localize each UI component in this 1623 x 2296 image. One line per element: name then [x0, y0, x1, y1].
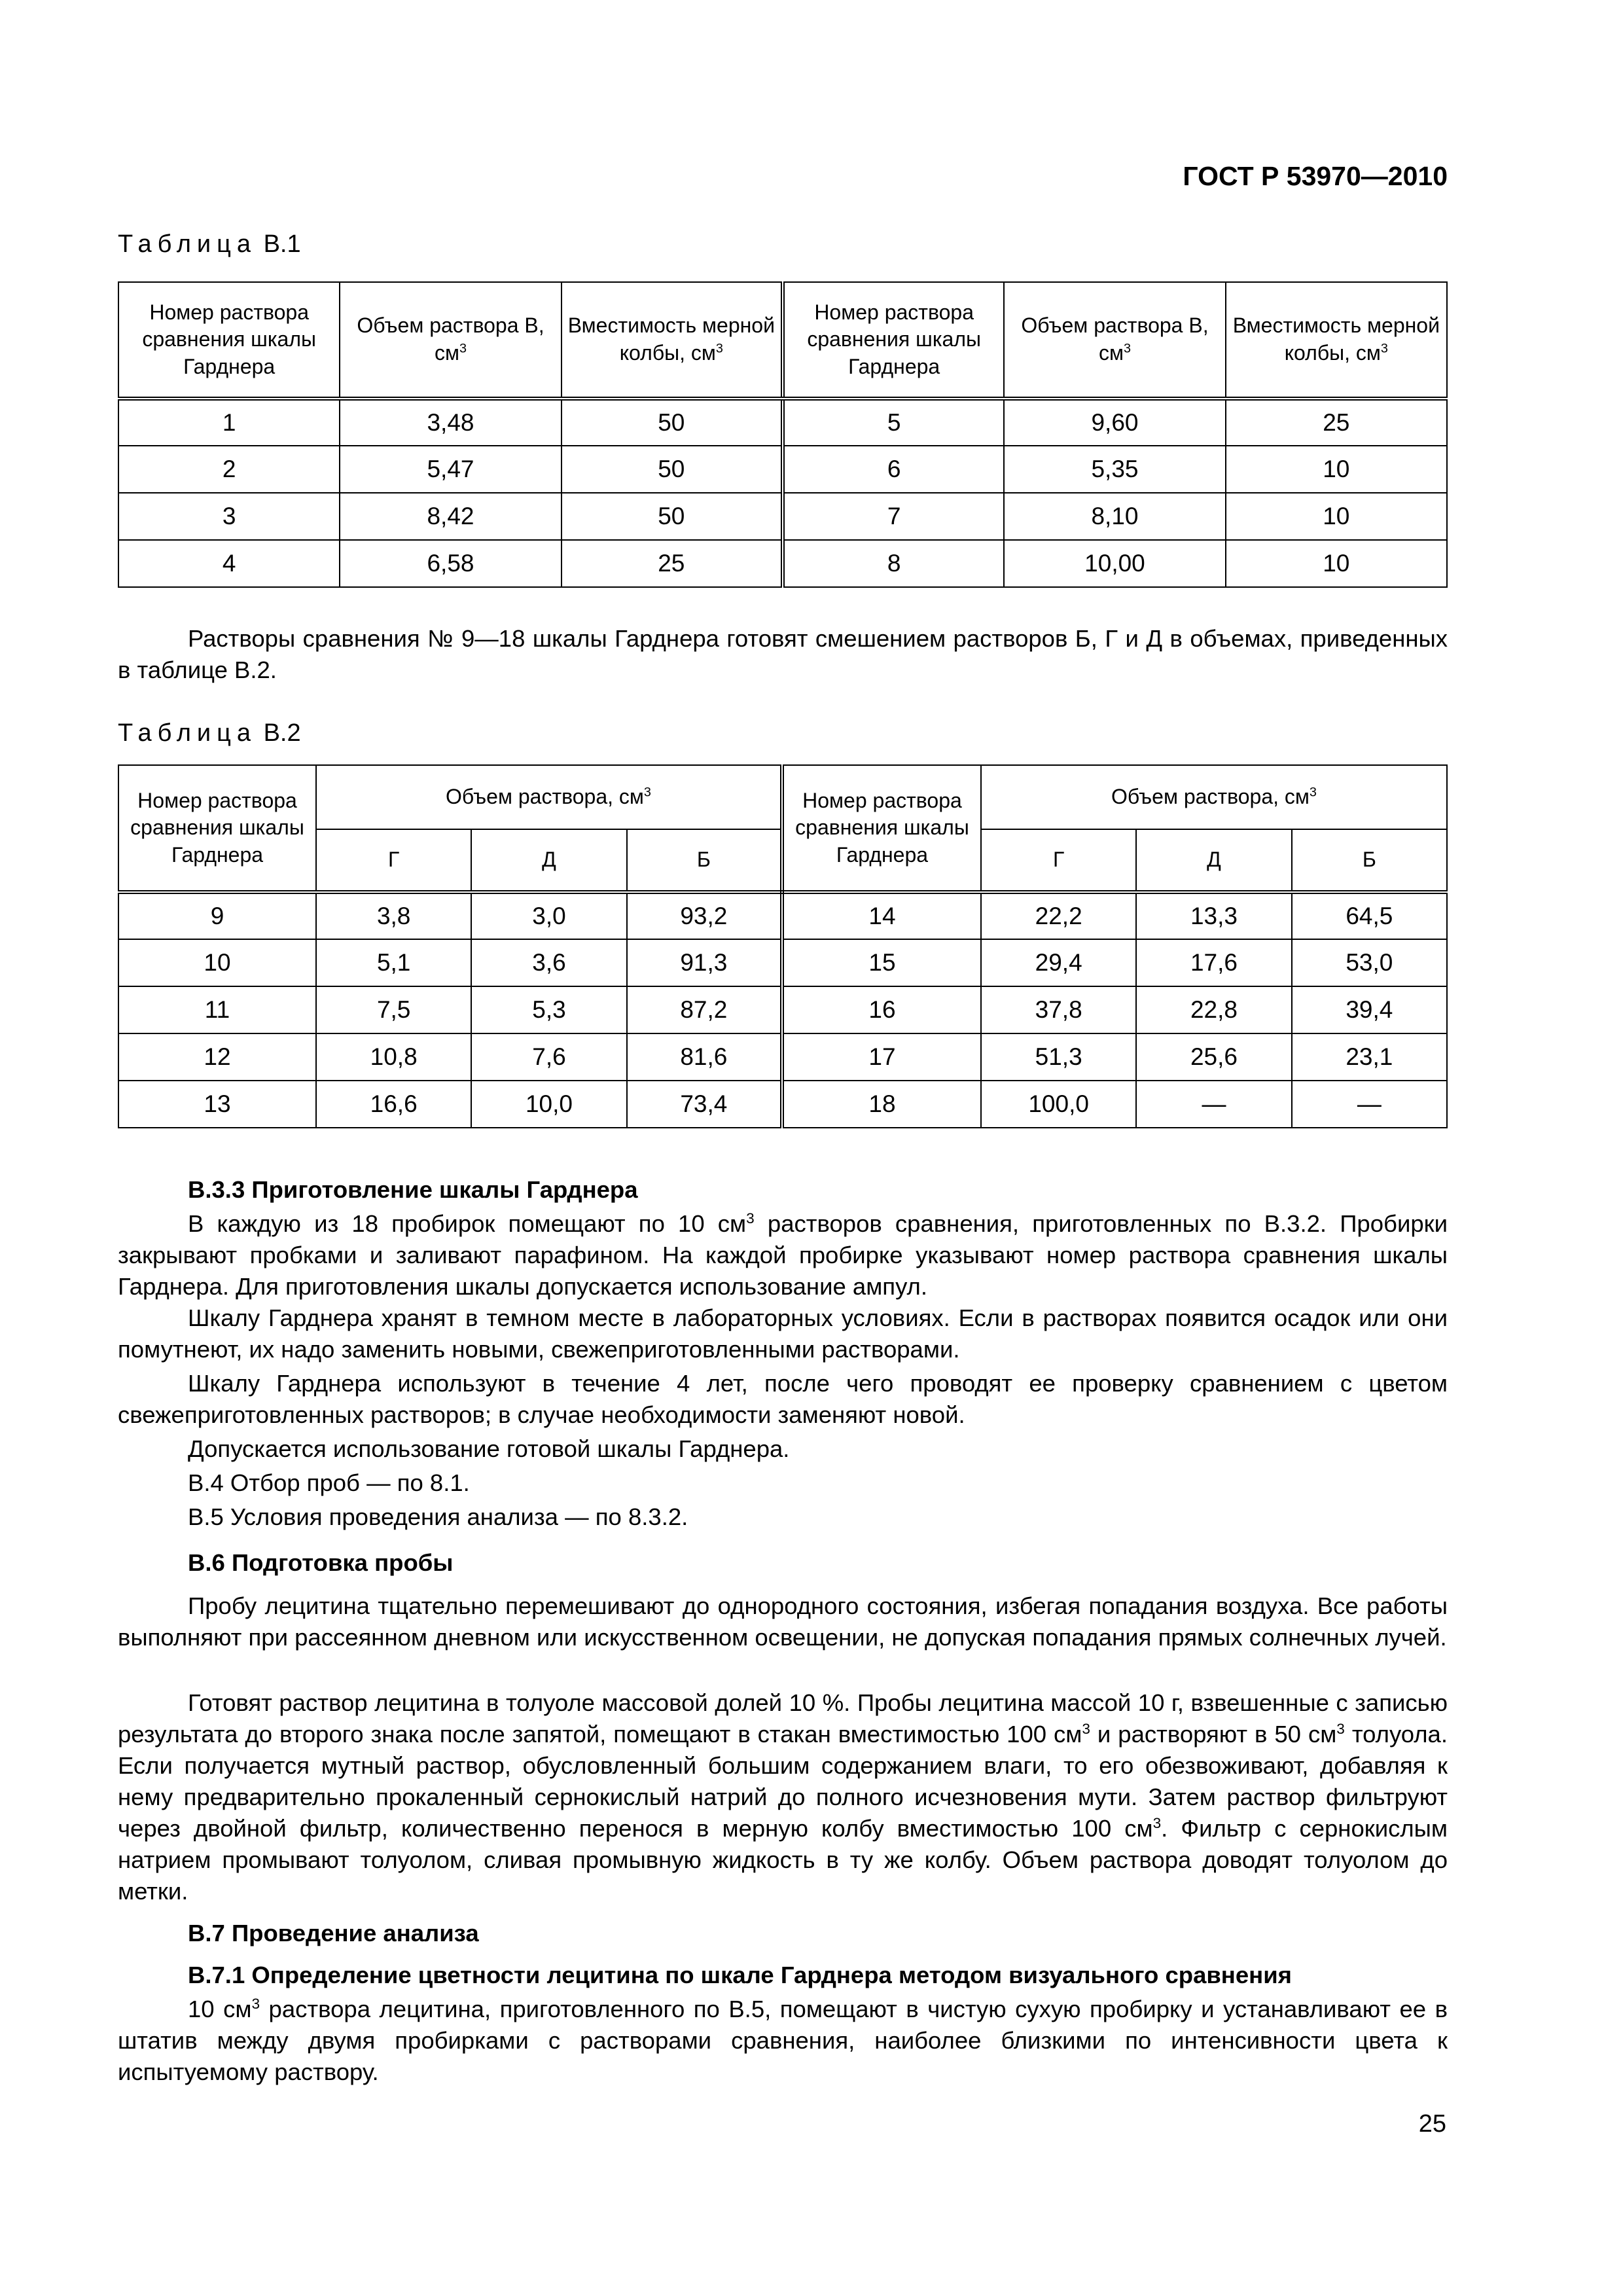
document-code: ГОСТ Р 53970—2010 [1183, 161, 1448, 191]
table-cell: 29,4 [981, 939, 1136, 986]
table-cell: 5,3 [471, 986, 626, 1033]
table-cell: 3,8 [316, 892, 471, 939]
table-cell: 10,00 [1004, 540, 1225, 587]
table-cell: 4 [118, 540, 340, 587]
table-cell: 9,60 [1004, 399, 1225, 446]
table-cell: 5,35 [1004, 446, 1225, 493]
table1-header-number: Номер раствора сравнения шкалы Гарднера [118, 282, 340, 399]
table-cell: 10 [1226, 540, 1447, 587]
table-cell: 12 [118, 1033, 316, 1081]
table-cell: 16 [782, 986, 981, 1033]
table-cell: 3,6 [471, 939, 626, 986]
table-cell: 3,0 [471, 892, 626, 939]
table-cell: 6,58 [340, 540, 561, 587]
table-cell: 1 [118, 399, 340, 446]
table-cell: 50 [562, 399, 783, 446]
table-cell: 10 [1226, 446, 1447, 493]
table2-header-number-2: Номер раствора сравнения шкалы Гарднера [782, 765, 981, 892]
table-cell: 81,6 [627, 1033, 782, 1081]
table-cell: 5,1 [316, 939, 471, 986]
table2-subheader-d: Д [471, 829, 626, 892]
section-b33-heading: В.3.3 Приготовление шкалы Гарднера [188, 1176, 638, 1203]
table-cell: 93,2 [627, 892, 782, 939]
table-cell: — [1292, 1081, 1447, 1128]
table2-header-volume: Объем раствора, $см^3$ [316, 765, 782, 829]
table-cell: 13,3 [1136, 892, 1291, 939]
table1-header-row [118, 282, 1447, 399]
table-cell: 22,8 [1136, 986, 1291, 1033]
table-cell: 13 [118, 1081, 316, 1128]
section-b4: В.4 Отбор проб — по 8.1. [188, 1469, 470, 1496]
table-row [118, 892, 1447, 939]
table-cell: 16,6 [316, 1081, 471, 1128]
table1-caption-num: В.1 [263, 230, 301, 258]
table2-caption-num: В.2 [263, 719, 301, 747]
table-cell: 5 [783, 399, 1004, 446]
section-b7-heading: В.7 Проведение анализа [188, 1920, 479, 1946]
section-b71-heading: В.7.1 Определение цветности лецитина по шкале Гарднера методом визуального сравнения [188, 1962, 1292, 1988]
table2-subheader-b: Б [627, 829, 782, 892]
section-b6-paragraph-2: Готовят раствор лецитина в толуоле массовой долей 10 %. Пробы лецитина массой 10 г, взвешенные с записью результата до второго знака после запятой, помещают в стакан вместимостью 100 $см^3$ и растворяют в 50 $см^3$ толуола. Если получается мутный раствор, обусловленный большим содержанием влаги, то его обезвоживают, добавляя к нему предварительно прокаленный сернокислый натрий до полного исчезновения мути. Затем раствор фильтруют через двойной фильтр, количественно перенося в мерную колбу вместимостью 100 $см^3$. Фильтр с сернокислым натрием промывают толуолом, сливая промывную жидкость в ту же колбу. Объем раствора доводят толуолом до метки. [118, 1689, 1448, 1905]
table-row [118, 939, 1447, 986]
table-b2 [118, 764, 1448, 1128]
table2-caption-word: Таблица [118, 719, 257, 747]
table-cell: 10,0 [471, 1081, 626, 1128]
table-row [118, 1081, 1447, 1128]
table-cell: 91,3 [627, 939, 782, 986]
table1-header-volume-2: Объем раствора В, $см^3$ [1004, 282, 1225, 399]
table-cell: 17 [782, 1033, 981, 1081]
table1-header-capacity: Вместимость мерной колбы, $см^3$ [562, 282, 783, 399]
table-cell: 25,6 [1136, 1033, 1291, 1081]
table-cell: 10,8 [316, 1033, 471, 1081]
table2-subheader-b-2: Б [1292, 829, 1447, 892]
table-row [118, 540, 1447, 587]
table-cell: 87,2 [627, 986, 782, 1033]
table-cell: 18 [782, 1081, 981, 1128]
table-cell: 73,4 [627, 1081, 782, 1128]
table-b1 [118, 281, 1448, 588]
table-cell: 37,8 [981, 986, 1136, 1033]
table1-header-number-2: Номер раствора сравнения шкалы Гарднера [783, 282, 1004, 399]
table2-subheader-d-2: Д [1136, 829, 1291, 892]
table-cell: 23,1 [1292, 1033, 1447, 1081]
table-cell: 7 [783, 493, 1004, 540]
section-b33-paragraph-2: Шкалу Гарднера хранят в темном месте в лабораторных условиях. Если в растворах появится осадок или они помутнеют, их надо заменить новыми, свежеприготовленными растворами. [118, 1304, 1448, 1363]
section-b6-heading: В.6 Подготовка пробы [188, 1549, 454, 1576]
table-row [118, 986, 1447, 1033]
table-cell: 10 [118, 939, 316, 986]
section-b33-paragraph-4: Допускается использование готовой шкалы Гарднера. [188, 1435, 790, 1462]
table-cell: 8,42 [340, 493, 561, 540]
page-number: 25 [1418, 2110, 1446, 2138]
table2-header-volume-2: Объем раствора, $см^3$ [981, 765, 1447, 829]
table-cell: 25 [1226, 399, 1447, 446]
table2-subheader-g-2: Г [981, 829, 1136, 892]
section-b6-paragraph-1: Пробу лецитина тщательно перемешивают до однородного состояния, избегая попадания воздуха. Все работы выполняют при рассеянном дневном или искусственном освещении, не допуская попадания прямых солнечных лучей. [118, 1592, 1448, 1651]
table-cell: 7,6 [471, 1033, 626, 1081]
table1-caption-word: Таблица [118, 230, 257, 258]
table-cell: 17,6 [1136, 939, 1291, 986]
table-cell: 2 [118, 446, 340, 493]
table2-header-row-1 [118, 765, 1447, 829]
section-b33-paragraph-1: В каждую из 18 пробирок помещают по 10 $см^3$ растворов сравнения, приготовленных по В.3.2. Пробирки закрывают пробками и заливают парафином. На каждой пробирке указывают номер раствора сравнения шкалы Гарднера. Для приготовления шкалы допускается использование ампул. [118, 1210, 1448, 1300]
table-row [118, 446, 1447, 493]
table-cell: — [1136, 1081, 1291, 1128]
table-cell: 14 [782, 892, 981, 939]
table-cell: 8 [783, 540, 1004, 587]
table-row [118, 399, 1447, 446]
table-cell: 25 [562, 540, 783, 587]
table1-header-capacity-2: Вместимость мерной колбы, $см^3$ [1226, 282, 1447, 399]
section-b33-paragraph-3: Шкалу Гарднера используют в течение 4 лет, после чего проводят ее проверку сравнением с цветом свежеприготовленных растворов; в случае необходимости заменяют новой. [118, 1370, 1448, 1428]
table-cell: 3,48 [340, 399, 561, 446]
table2-subheader-g: Г [316, 829, 471, 892]
paragraph-solutions-9-18: Растворы сравнения № 9—18 шкалы Гарднера готовят смешением растворов Б, Г и Д в объемах, приведенных в таблице В.2. [118, 625, 1448, 683]
table-cell: 7,5 [316, 986, 471, 1033]
table-cell: 100,0 [981, 1081, 1136, 1128]
table1-header-volume: Объем раствора В, $см^3$ [340, 282, 561, 399]
table-cell: 5,47 [340, 446, 561, 493]
table-row [118, 493, 1447, 540]
table-cell: 64,5 [1292, 892, 1447, 939]
table-cell: 53,0 [1292, 939, 1447, 986]
table-cell: 50 [562, 446, 783, 493]
table2-caption [118, 719, 301, 747]
table-cell: 22,2 [981, 892, 1136, 939]
table2-header-number: Номер раствора сравнения шкалы Гарднера [118, 765, 316, 892]
table-row [118, 1033, 1447, 1081]
table-cell: 3 [118, 493, 340, 540]
section-b5: В.5 Условия проведения анализа — по 8.3.2. [188, 1503, 688, 1530]
table-cell: 6 [783, 446, 1004, 493]
table-cell: 50 [562, 493, 783, 540]
table-cell: 10 [1226, 493, 1447, 540]
section-b71-paragraph: 10 $см^3$ раствора лецитина, приготовленного по В.5, помещают в чистую сухую пробирку и устанавливают ее в штатив между двумя пробирками с растворами сравнения, наиболее близкими по интенсивности цвета к испытуемому раствору. [118, 1995, 1448, 2085]
table-cell: 9 [118, 892, 316, 939]
table-cell: 15 [782, 939, 981, 986]
table-cell: 8,10 [1004, 493, 1225, 540]
table1-caption [118, 230, 301, 259]
table-cell: 51,3 [981, 1033, 1136, 1081]
table-cell: 39,4 [1292, 986, 1447, 1033]
table-cell: 11 [118, 986, 316, 1033]
